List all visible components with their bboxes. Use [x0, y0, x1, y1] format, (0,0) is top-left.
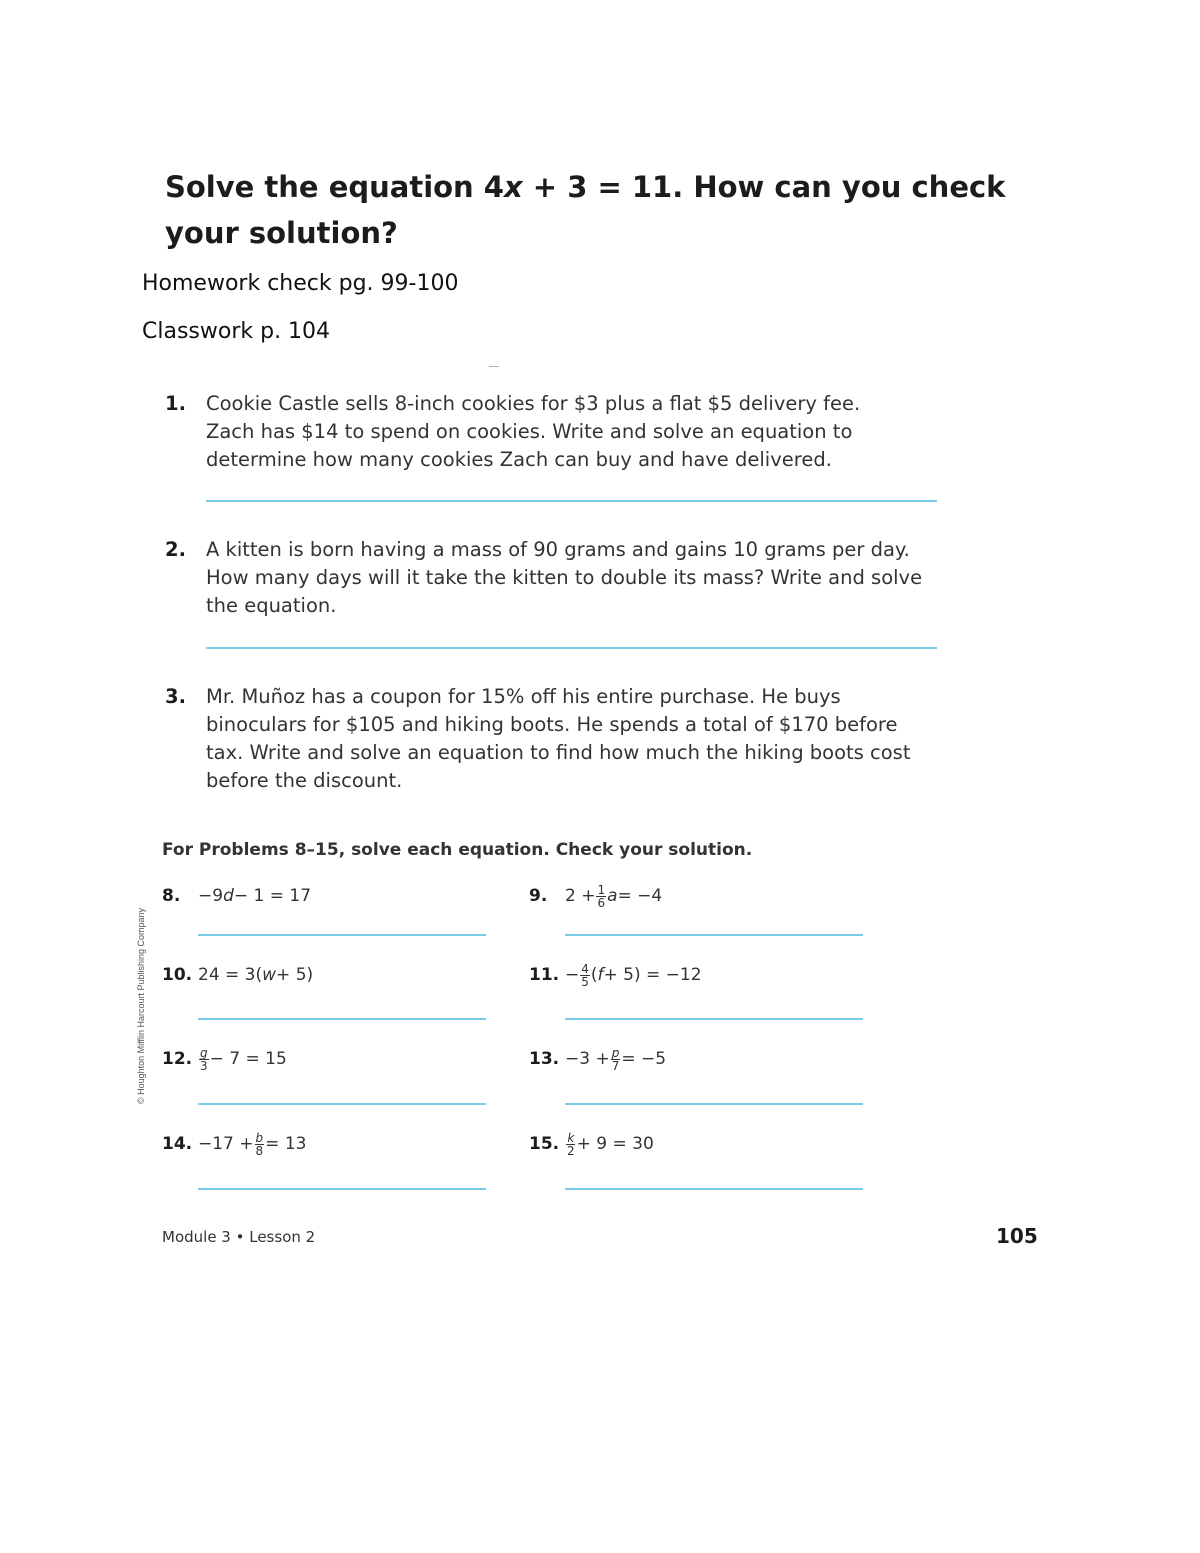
answer-line-9[interactable]	[565, 934, 863, 936]
equation-13: 13. −3 + $\frac{p}{7}$ = −5	[529, 1045, 667, 1073]
equation-9: 9. 2 + $\frac{1}{6}$ a = −4	[529, 882, 663, 910]
answer-line-14[interactable]	[198, 1188, 486, 1190]
equation-15: 15. $\frac{k}{2}$ + 9 = 30	[529, 1130, 654, 1158]
equations-instructions: For Problems 8–15, solve each equation. Check your solution.	[162, 840, 753, 860]
equation-10: 10. 24 = 3( w + 5)	[162, 965, 314, 985]
equation-14: 14. −17 + $\frac{b}{8}$ = 13	[162, 1130, 307, 1158]
answer-line-11[interactable]	[565, 1018, 863, 1020]
problem-number: 2.	[165, 538, 186, 561]
copyright-notice: © Houghton Mifflin Harcourt Publishing Company	[136, 907, 146, 1104]
answer-line-8[interactable]	[198, 934, 486, 936]
problem-number: 3.	[165, 685, 186, 708]
answer-line-2[interactable]	[206, 647, 937, 649]
problem-text: Cookie Castle sells 8-inch cookies for $3 plus a flat $5 delivery fee. Zach has $14 to spend on cookies. Write and solve an equation to determine how many cookies Zach can buy and have delivered.	[206, 392, 861, 471]
problem-3	[165, 683, 945, 795]
problem-text: A kitten is born having a mass of 90 grams and gains 10 grams per day. How many days will it take the kitten to double its mass? Write and solve the equation.	[206, 538, 923, 617]
module-lesson-label: Module 3 • Lesson 2	[162, 1228, 316, 1246]
divider-mark	[489, 366, 499, 367]
warmup-heading: Solve the equation 4x + 3 = 11. How can you check your solution?	[165, 170, 1006, 250]
answer-line-13[interactable]	[565, 1103, 863, 1105]
answer-line-15[interactable]	[565, 1188, 863, 1190]
homework-note: Homework check pg. 99-100	[142, 271, 459, 296]
classwork-note: Classwork p. 104	[142, 319, 331, 344]
equation-12: 12. $\frac{g}{3}$ − 7 = 15	[162, 1045, 287, 1073]
problem-text: Mr. Muñoz has a coupon for 15% off his entire purchase. He buys binoculars for $105 and hiking boots. He spends a total of $170 before tax. Write and solve an equation to find how much the hiking boots cost before the discount.	[206, 685, 911, 792]
answer-line-1[interactable]	[206, 500, 937, 502]
equation-11: 11. − $\frac{4}{5}$ ( f + 5) = −12	[529, 961, 702, 989]
page-number: 105	[996, 1224, 1038, 1248]
answer-line-12[interactable]	[198, 1103, 486, 1105]
equation-8: 8. −9 d − 1 = 17	[162, 886, 312, 906]
problem-1	[165, 390, 945, 474]
problem-number: 1.	[165, 392, 186, 415]
problem-2	[165, 536, 945, 620]
answer-line-10[interactable]	[198, 1018, 486, 1020]
